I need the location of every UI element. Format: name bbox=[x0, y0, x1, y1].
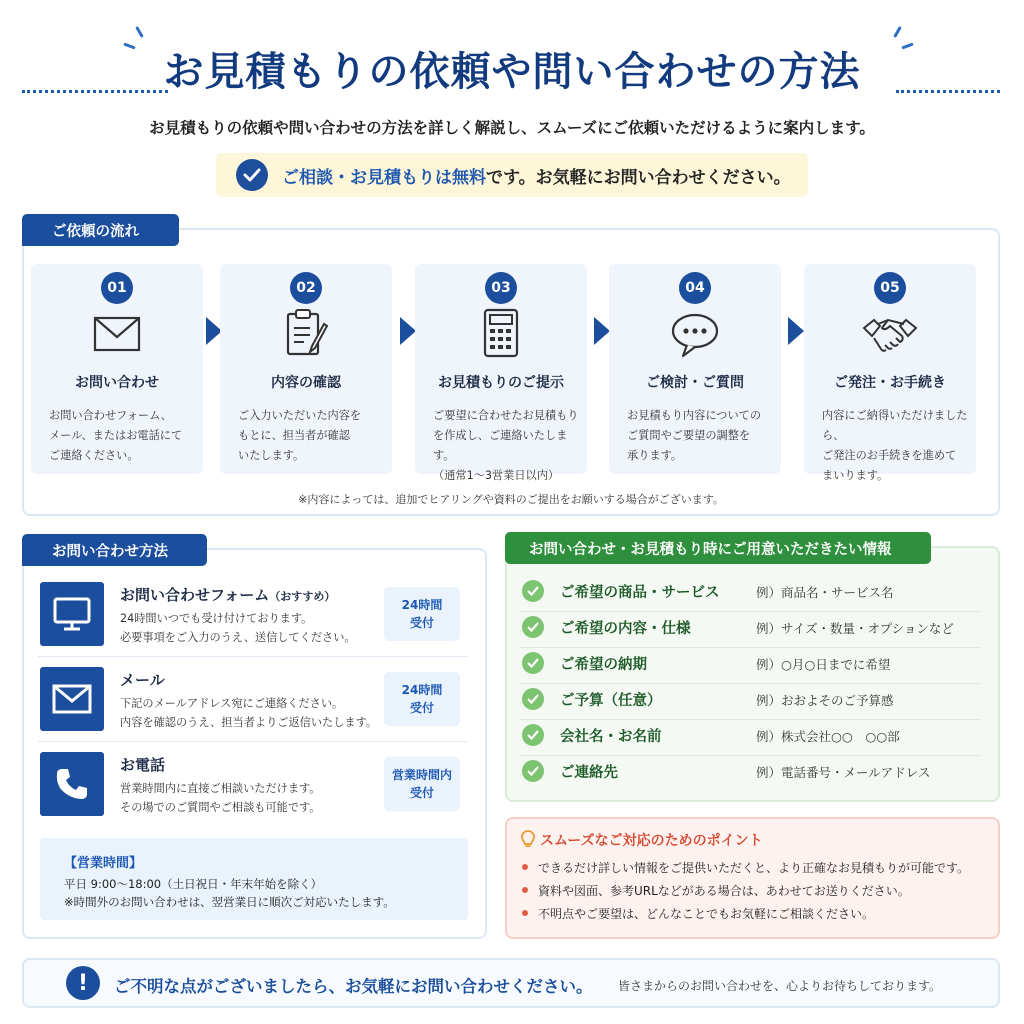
page-subtitle: お見積もりの依頼や問い合わせの方法を詳しく解説し、スムーズにご依頼いただけるように案内します。 bbox=[149, 119, 875, 137]
check-circle-icon bbox=[522, 616, 544, 638]
tip-item: 資料や図面、参考URLなどがある場合は、あわせてお送りください。 bbox=[538, 884, 910, 898]
info-row bbox=[520, 754, 980, 790]
method-email-desc: 下記のメールアドレス宛にご連絡ください。 内容を確認のうえ、担当者よりご返信いたします。 bbox=[120, 697, 378, 729]
step-description: お問い合わせフォーム、 メール、またはお電話にて ご連絡ください。 bbox=[49, 409, 183, 462]
check-circle-icon bbox=[522, 652, 544, 674]
flow-arrow-icon bbox=[594, 317, 610, 345]
info-row bbox=[520, 682, 980, 718]
method-form-title[interactable] bbox=[120, 584, 335, 605]
info-example: 例）○月○日までに希望 bbox=[756, 657, 891, 672]
step-title: ご発注・お手続き bbox=[834, 375, 946, 391]
business-hours-note: ※時間外のお問い合わせは、翌営業日に順次ご対応いたします。 bbox=[64, 895, 395, 909]
banner-part1: ご相談・お見積もりは bbox=[282, 167, 452, 188]
tip-item: できるだけ詳しい情報をご提供いただくと、より正確なお見積もりが可能です。 bbox=[538, 861, 970, 875]
bullet bbox=[522, 864, 528, 870]
banner-part2: です。お気軽にお問い合わせください。 bbox=[486, 167, 791, 188]
info-row bbox=[520, 574, 980, 610]
method-title-note: （おすすめ） bbox=[269, 590, 336, 603]
monitor-icon bbox=[40, 582, 104, 646]
flow-step-5 bbox=[804, 264, 976, 482]
method-form-desc: 24時間いつでも受け付けております。 必要事項をご入力のうえ、送信してください。 bbox=[120, 612, 356, 644]
check-circle-icon bbox=[522, 580, 544, 602]
step-title: 内容の確認 bbox=[271, 375, 341, 391]
contact-methods-tab: お問い合わせ方法 bbox=[22, 534, 207, 566]
business-hours-title: 【営業時間】 bbox=[64, 856, 143, 871]
tip-item: 不明点やご要望は、どんなことでもお気軽にご相談ください。 bbox=[538, 907, 875, 921]
info-label: 会社名・お名前 bbox=[560, 729, 662, 745]
check-circle-icon bbox=[236, 159, 268, 191]
method-phone-desc: 営業時間内に直接ご相談いただけます。 その場でのご質問やご相談も可能です。 bbox=[120, 782, 321, 814]
handshake-icon bbox=[862, 306, 918, 362]
method-title-text: メール bbox=[120, 671, 165, 689]
step-description: ご入力いただいた内容を もとに、担当者が確認 いたします。 bbox=[238, 409, 362, 462]
method-phone-badge: 営業時間内 受付 bbox=[384, 757, 460, 811]
method-phone-title[interactable] bbox=[120, 754, 165, 775]
required-info-tab: お問い合わせ・お見積もり時にご用意いただきたい情報 bbox=[505, 532, 931, 564]
check-circle-icon bbox=[522, 760, 544, 782]
step-description: お見積もり内容についての ご質問やご要望の調整を 承ります。 bbox=[627, 409, 762, 462]
lightbulb-icon bbox=[520, 829, 536, 849]
method-email-title[interactable] bbox=[120, 669, 165, 690]
flow-note: ※内容によっては、追加でヒアリングや資料のご提出をお願いする場合がございます。 bbox=[298, 493, 724, 506]
bullet bbox=[522, 887, 528, 893]
bullet bbox=[522, 910, 528, 916]
info-row bbox=[520, 610, 980, 646]
page-title: お見積もりの依頼や問い合わせの方法 bbox=[163, 49, 861, 95]
free-consultation-banner bbox=[216, 153, 808, 197]
info-example: 例）株式会社○○ ○○部 bbox=[756, 729, 900, 744]
step-number: 03 bbox=[485, 272, 517, 304]
business-hours-box bbox=[40, 838, 468, 920]
sparkle-mark bbox=[135, 26, 144, 38]
info-label: ご希望の納期 bbox=[560, 657, 647, 673]
banner-highlight: 無料 bbox=[452, 167, 486, 188]
step-number: 02 bbox=[290, 272, 322, 304]
flow-step-4 bbox=[609, 264, 781, 474]
business-hours-text: 平日 9:00〜18:00（土日祝日・年末年始を除く） bbox=[64, 877, 323, 891]
calculator-icon bbox=[473, 306, 529, 362]
flow-arrow-icon bbox=[788, 317, 804, 345]
flow-arrow-icon bbox=[400, 317, 416, 345]
info-row bbox=[520, 646, 980, 682]
info-example: 例）商品名・サービス名 bbox=[756, 585, 894, 600]
free-banner-text bbox=[282, 163, 791, 188]
envelope-icon bbox=[89, 306, 145, 362]
step-title: お見積もりのご提示 bbox=[438, 375, 564, 391]
step-number: 04 bbox=[679, 272, 711, 304]
flow-step-3 bbox=[415, 264, 587, 482]
info-example: 例）おおよそのご予算感 bbox=[756, 693, 894, 708]
method-title-text: お問い合わせフォーム bbox=[120, 586, 270, 604]
envelope-icon bbox=[40, 667, 104, 731]
flow-step-1 bbox=[31, 264, 203, 474]
step-title: ご検討・ご質問 bbox=[646, 375, 744, 391]
method-email-badge: 24時間 受付 bbox=[384, 672, 460, 726]
sparkle-mark bbox=[893, 26, 902, 38]
info-example: 例）サイズ・数量・オプションなど bbox=[756, 621, 954, 636]
step-title: お問い合わせ bbox=[75, 375, 159, 391]
phone-icon bbox=[40, 752, 104, 816]
info-row bbox=[520, 718, 980, 754]
divider bbox=[38, 656, 468, 657]
divider bbox=[38, 741, 468, 742]
method-title-text: お電話 bbox=[120, 756, 166, 774]
speech-bubble-icon bbox=[667, 306, 723, 362]
flow-section-tab: ご依頼の流れ bbox=[22, 214, 179, 246]
info-example: 例）電話番号・メールアドレス bbox=[756, 765, 931, 780]
footer-submessage: 皆さまからのお問い合わせを、心よりお待ちしております。 bbox=[618, 979, 942, 993]
footer-message: ご不明な点がございましたら、お気軽にお問い合わせください。 bbox=[114, 977, 593, 996]
method-form-badge: 24時間 受付 bbox=[384, 587, 460, 641]
info-label: ご希望の商品・サービス bbox=[560, 585, 720, 601]
tips-title: スムーズなご対応のためのポイント bbox=[540, 833, 763, 849]
check-circle-icon bbox=[522, 688, 544, 710]
exclamation-icon: ! bbox=[66, 966, 100, 1000]
info-label: ご連絡先 bbox=[560, 765, 618, 781]
info-label: ご予算（任意） bbox=[560, 693, 662, 709]
step-description: 内容にご納得いただけましたら、 ご発注のお手続きを進めて まいります。 bbox=[822, 409, 968, 482]
clipboard-pen-icon bbox=[278, 306, 334, 362]
step-description: ご要望に合わせたお見積もり を作成し、ご連絡いたします。 （通常1〜3営業日以内） bbox=[433, 409, 579, 482]
step-number: 01 bbox=[101, 272, 133, 304]
check-circle-icon bbox=[522, 724, 544, 746]
step-number: 05 bbox=[874, 272, 906, 304]
info-label: ご希望の内容・仕様 bbox=[560, 621, 691, 637]
flow-step-2 bbox=[220, 264, 392, 474]
